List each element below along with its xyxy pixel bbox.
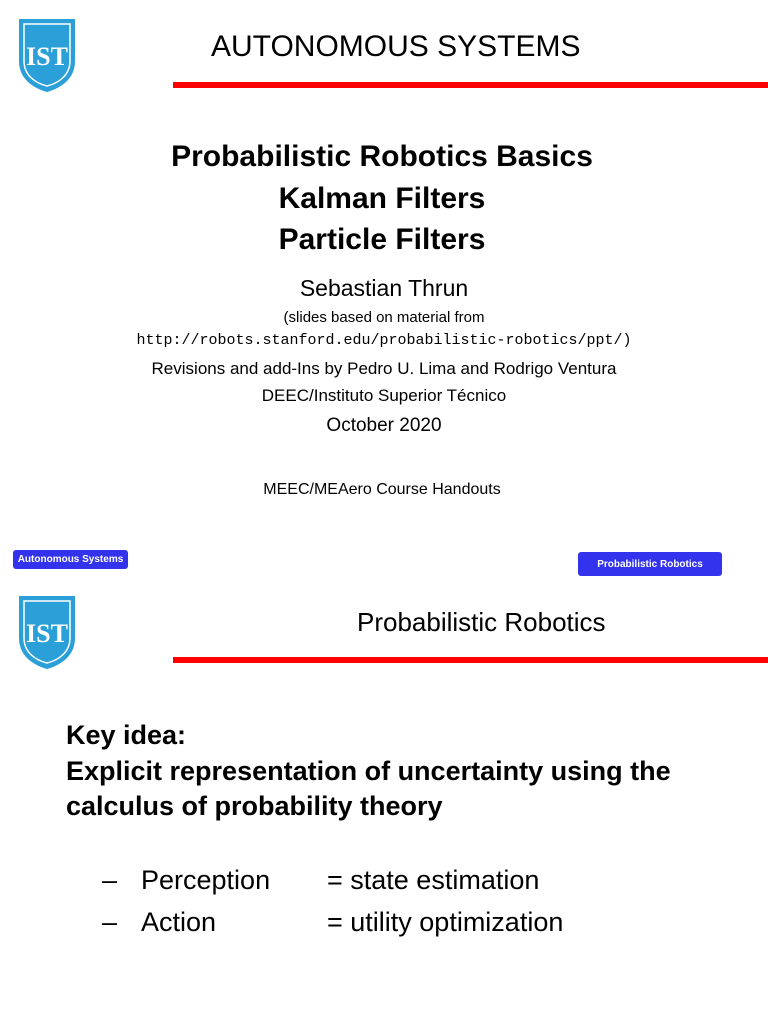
ist-logo-icon bbox=[17, 594, 77, 670]
course-handouts: MEEC/MEAero Course Handouts bbox=[263, 481, 501, 498]
bullet-term-action: Action bbox=[141, 907, 217, 937]
logo-lettering: IST bbox=[26, 619, 68, 648]
revisions-credit: Revisions and add-Ins by Pedro U. Lima and Rodrigo Ventura bbox=[151, 359, 617, 378]
title-line-1: Probabilistic Robotics Basics bbox=[171, 140, 593, 173]
bullet-dash: – bbox=[102, 907, 118, 937]
ist-logo-icon bbox=[17, 17, 77, 93]
date: October 2020 bbox=[326, 415, 442, 436]
bullet-dash: – bbox=[102, 865, 118, 895]
title-line-3: Particle Filters bbox=[278, 223, 486, 256]
source-url: http://robots.stanford.edu/probabilistic-robotics/ppt/) bbox=[136, 332, 632, 349]
institution: DEEC/Instituto Superior Técnico bbox=[261, 386, 507, 405]
title-line-2: Kalman Filters bbox=[278, 182, 486, 215]
logo-lettering: IST bbox=[26, 42, 68, 71]
content-slide bbox=[0, 580, 768, 1024]
key-idea-line-1: Explicit representation of uncertainty using the bbox=[66, 756, 671, 786]
source-note: (slides based on material from bbox=[283, 309, 485, 326]
bullet-term-perception: Perception bbox=[141, 865, 271, 895]
key-idea-line-2: calculus of probability theory bbox=[66, 791, 443, 821]
footer-badge-autonomous-systems: Autonomous Systems bbox=[13, 550, 128, 569]
header-title: AUTONOMOUS SYSTEMS bbox=[211, 30, 581, 63]
bullet-definition: = state estimation bbox=[327, 865, 540, 895]
header-rule bbox=[173, 657, 768, 663]
header-rule bbox=[173, 82, 768, 88]
key-idea-heading: Key idea: bbox=[66, 720, 187, 750]
bullet-definition: = utility optimization bbox=[327, 907, 564, 937]
author-name: Sebastian Thrun bbox=[299, 275, 469, 301]
header-title: Probabilistic Robotics bbox=[357, 607, 606, 637]
footer-badge-probabilistic-robotics: Probabilistic Robotics bbox=[578, 552, 722, 576]
